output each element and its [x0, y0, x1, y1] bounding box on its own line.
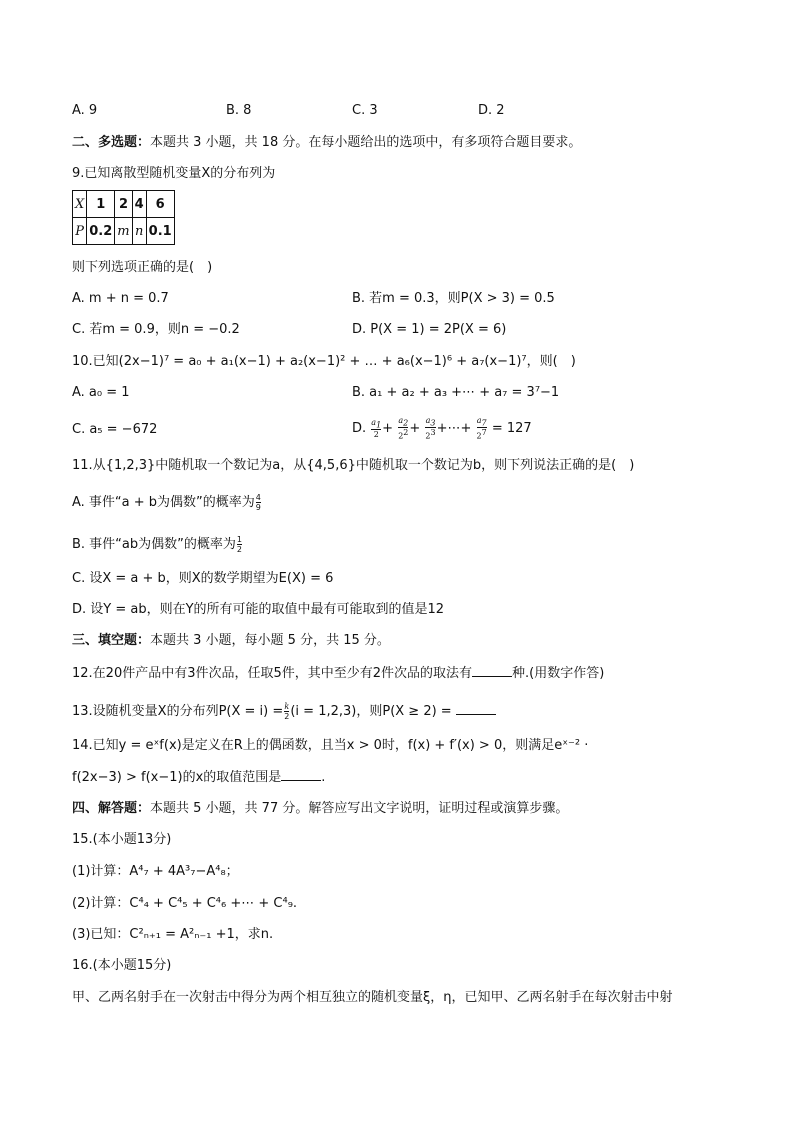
fraction: $\frac{1}{2}$: [236, 535, 242, 554]
fraction: $\frac{a_2}{2^2}$: [398, 415, 409, 442]
q9-ask: 则下列选项正确的是( ): [72, 260, 213, 275]
q13-pre: 13.设随机变量X的分布列P(X = i) =: [72, 704, 284, 719]
section2-title: 二、多选题：: [72, 135, 151, 150]
q10-option-b: B. a₁ + a₂ + a₃ +⋯ + a₇ = 3⁷−1: [352, 385, 560, 400]
section3-desc: 本题共 3 小题，每小题 5 分，共 15 分。: [150, 633, 390, 648]
q9-stem: 9.已知离散型随机变量X的分布列为: [72, 166, 276, 181]
q11-stem: 11.从{1,2,3}中随机取一个数记为a，从{4,5,6}中随机取一个数记为b，则下列说法正确的是( ): [72, 458, 635, 473]
q16-head: 16.(本小题15分): [72, 958, 172, 973]
table-cell: n: [132, 218, 146, 245]
q9-option-d: D. P(X = 1) = 2P(X = 6): [352, 322, 507, 337]
q15-head: 15.(本小题13分): [72, 832, 172, 847]
q11-option-a: [72, 488, 262, 518]
q10-option-d-result: = 127: [491, 421, 532, 436]
fraction: $\frac{a_1}{2}$: [371, 417, 382, 440]
table-cell: 0.1: [146, 218, 174, 245]
q14-line2: [72, 768, 325, 787]
fraction: $\frac{4}{9}$: [255, 493, 261, 512]
q14-line2-text: f(2x−3) > f(x−1)的x的取值范围是: [72, 770, 282, 785]
q15-part3: (3)已知：C²ₙ₊₁ = A²ₙ₋₁ +1，求n.: [72, 927, 274, 942]
q13-post: (i = 1,2,3)，则P(X ≥ 2) =: [290, 704, 452, 719]
q9-option-b: B. 若m = 0.3，则P(X > 3) = 0.5: [352, 291, 555, 306]
table-row: [73, 191, 175, 218]
q16-text: 甲、乙两名射手在一次射击中得分为两个相互独立的随机变量ξ，η，已知甲、乙两名射手在每次射击中射: [72, 990, 673, 1005]
q10-option-d-label: D.: [352, 421, 367, 436]
section4-desc: 本题共 5 小题，共 77 分。解答应写出文字说明，证明过程或演算步骤。: [150, 801, 569, 816]
q10-option-c: C. a₅ = −672: [72, 422, 158, 437]
q11-option-c: C. 设X = a + b，则X的数学期望为E(X) = 6: [72, 571, 334, 586]
table-cell: P: [73, 218, 87, 245]
table-row: [73, 218, 175, 245]
table-cell: 2: [115, 191, 132, 218]
answer-blank: [456, 702, 496, 715]
section4-heading: [72, 800, 568, 818]
section2-desc: 本题共 3 小题，共 18 分。在每小题给出的选项中，有多项符合题目要求。: [150, 135, 582, 150]
q15-part1: (1)计算：A⁴₇ + 4A³₇−A⁴₈；: [72, 864, 239, 879]
q14-line1: 14.已知y = eˣf(x)是定义在R上的偶函数，且当x > 0时，f(x) + f′(x) > 0，则满足eˣ⁻² ·: [72, 738, 589, 753]
table-cell: 6: [146, 191, 174, 218]
section3-heading: [72, 632, 390, 650]
section3-title: 三、填空题：: [72, 633, 151, 648]
q12-text: 12.在20件产品中有3件次品，任取5件，其中至少有2件次品的取法有: [72, 666, 473, 681]
q15-part2: (2)计算：C⁴₄ + C⁴₅ + C⁴₆ +⋯ + C⁴₉.: [72, 896, 298, 911]
q9-option-c: C. 若m = 0.9，则n = −0.2: [72, 322, 240, 337]
q11-option-b-text: B. 事件“ab为偶数”的概率为: [72, 537, 236, 552]
q11-option-d: D. 设Y = ab，则在Y的所有可能的取值中最有可能取到的值是12: [72, 602, 445, 617]
q12: [72, 664, 604, 683]
table-cell: 4: [132, 191, 146, 218]
fraction: $\frac{a_3}{2^3}$: [425, 415, 436, 442]
fraction: $\frac{k}{2}$: [284, 702, 290, 721]
table-cell: X: [73, 191, 87, 218]
q10-stem: 10.已知(2x−1)⁷ = a₀ + a₁(x−1) + a₂(x−1)² + … + a₆(x−1)⁶ + a₇(x−1)⁷，则( ): [72, 354, 576, 369]
q8-option-a: A. 9: [72, 103, 98, 118]
q14-line2-tail: .: [321, 770, 326, 785]
table-cell: m: [115, 218, 132, 245]
q10-option-d: D. $\frac{a_1}{2}$ + $\frac{a_2}{2^2}$ + $\frac{a_3}{2^3}$ +⋯+ $\frac{a_7}{2^7}$ = 127: [352, 415, 532, 442]
answer-blank: [472, 664, 512, 677]
table-cell: 1: [87, 191, 115, 218]
q8-option-c: C. 3: [352, 103, 378, 118]
answer-blank: [281, 768, 321, 781]
q8-option-d: D. 2: [478, 103, 505, 118]
section4-title: 四、解答题：: [72, 801, 151, 816]
fraction: $\frac{a_7}{2^7}$: [476, 415, 487, 442]
q8-option-b: B. 8: [226, 103, 252, 118]
q9-option-a: A. m + n = 0.7: [72, 291, 169, 306]
q10-option-a: A. a₀ = 1: [72, 385, 130, 400]
q13: [72, 697, 496, 727]
q9-distribution-table: [72, 190, 175, 245]
section2-heading: [72, 134, 581, 152]
q12-tail: 种.(用数字作答): [512, 666, 605, 681]
q11-option-b: [72, 530, 243, 560]
q11-option-a-text: A. 事件“a + b为偶数”的概率为: [72, 495, 255, 510]
table-cell: 0.2: [87, 218, 115, 245]
